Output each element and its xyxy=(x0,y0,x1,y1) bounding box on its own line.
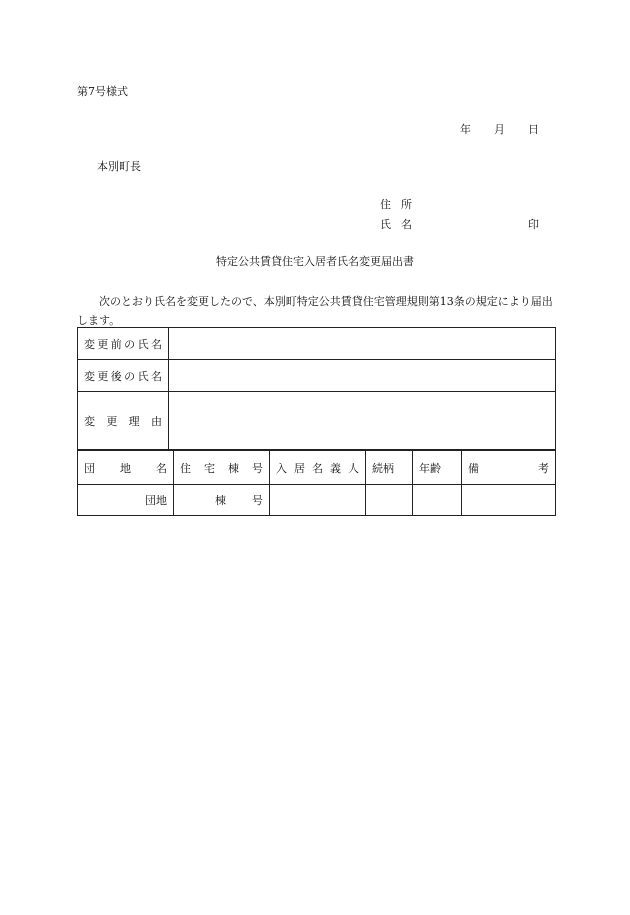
date-day: 日 xyxy=(528,123,539,136)
label-char: 考 xyxy=(538,461,549,475)
label-char: 名 xyxy=(150,337,162,351)
label-char: 更 xyxy=(97,337,109,351)
table-header-row xyxy=(78,451,556,485)
to-suffix: 棟 xyxy=(215,494,226,507)
addressee: 本別町長 xyxy=(97,160,141,173)
label-char: 入 xyxy=(276,461,287,475)
label-char: 前 xyxy=(110,337,122,351)
table-row xyxy=(78,392,556,450)
name-change-table xyxy=(77,327,556,450)
label-char: 氏 xyxy=(137,337,149,351)
label-char: 氏 xyxy=(137,369,149,383)
name-label: 氏名 xyxy=(380,218,422,231)
table-row xyxy=(78,360,556,392)
header-relation: 続柄 xyxy=(366,451,413,485)
remarks-cell[interactable] xyxy=(462,485,556,516)
body-text: 次のとおり氏名を変更したので、本別町特定公共賃貸住宅管理規則第13条の規定により届出します。 xyxy=(77,295,553,327)
label-char: の xyxy=(124,369,136,383)
tenant-cell[interactable] xyxy=(270,485,366,516)
date-line xyxy=(460,124,539,135)
after-name-label xyxy=(78,360,169,392)
after-name-field[interactable] xyxy=(169,360,556,392)
label-char: 号 xyxy=(252,461,263,475)
address-label: 住所 xyxy=(380,198,422,211)
danchi-suffix: 団地 xyxy=(145,494,167,507)
table-row xyxy=(78,485,556,516)
label-char: 更 xyxy=(97,369,109,383)
reason-field[interactable] xyxy=(169,392,556,450)
relation-cell[interactable] xyxy=(366,485,413,516)
label-char: 理 xyxy=(128,414,140,428)
label-char: 更 xyxy=(106,414,118,428)
label-char: 変 xyxy=(84,414,95,428)
header-jutaku-tougo xyxy=(174,451,270,485)
label-char: 居 xyxy=(294,461,305,475)
document-title: 特定公共賃貸住宅入居者氏名変更届出書 xyxy=(216,255,414,268)
label-char: 由 xyxy=(150,414,162,428)
seal-mark: 印 xyxy=(528,218,539,231)
before-name-label xyxy=(78,328,169,360)
header-tenant xyxy=(270,451,366,485)
date-year: 年 xyxy=(460,123,471,136)
danchi-cell[interactable] xyxy=(78,485,174,516)
reason-label xyxy=(78,392,169,450)
header-age: 年齢 xyxy=(413,451,462,485)
before-name-field[interactable] xyxy=(169,328,556,360)
header-danchi xyxy=(78,451,174,485)
label-char: 地 xyxy=(120,461,131,475)
go-suffix: 号 xyxy=(252,494,263,507)
label-char: 棟 xyxy=(228,461,239,475)
label-char: 名 xyxy=(312,461,323,475)
label-char: 備 xyxy=(468,461,479,475)
label-char: 後 xyxy=(110,369,122,383)
label-char: 変 xyxy=(84,337,95,351)
building-number-cell[interactable] xyxy=(174,485,270,516)
label-char: 義 xyxy=(330,461,341,475)
form-number: 第7号様式 xyxy=(77,85,128,98)
table-row xyxy=(78,328,556,360)
label-char: 宅 xyxy=(204,461,215,475)
label-char: 名 xyxy=(156,461,167,475)
label-char: 変 xyxy=(84,369,95,383)
header-remarks xyxy=(462,451,556,485)
age-cell[interactable] xyxy=(413,485,462,516)
label-char: 住 xyxy=(180,461,191,475)
housing-table xyxy=(77,450,556,516)
label-char: 人 xyxy=(348,461,359,475)
label-char: 団 xyxy=(84,461,95,475)
date-month: 月 xyxy=(494,123,505,136)
label-char: 名 xyxy=(150,369,162,383)
label-char: の xyxy=(124,337,136,351)
